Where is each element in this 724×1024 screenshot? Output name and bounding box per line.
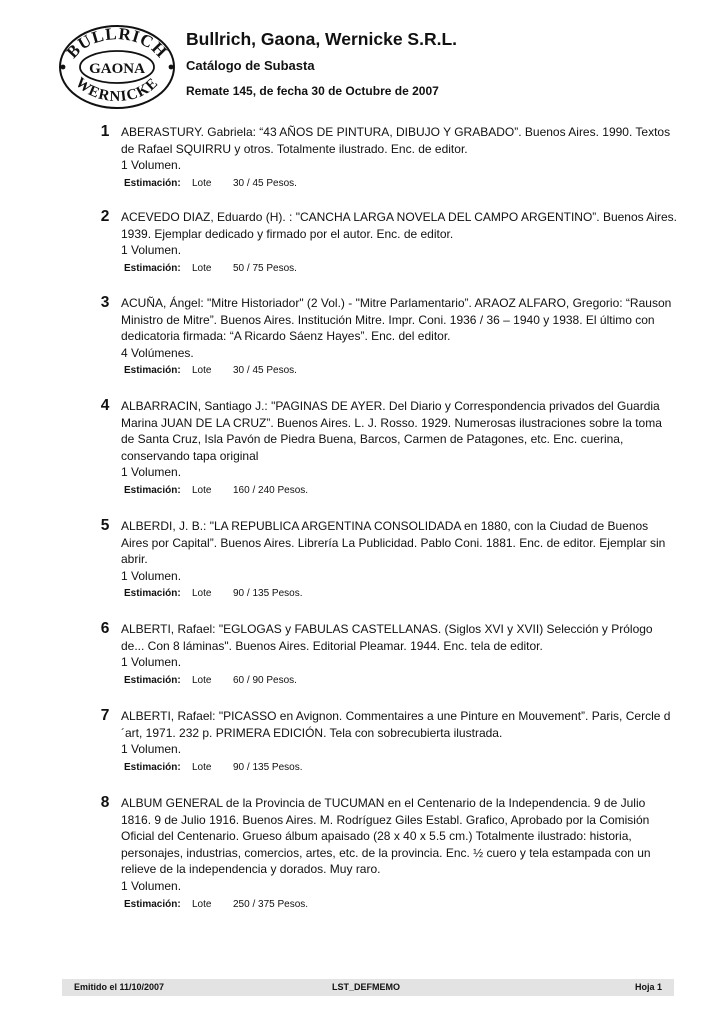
lot-description: ALBERTI, Rafael: "EGLOGAS y FABULAS CASTELLANAS. (Siglos XVI y XVII) Selección y Prólogo de... Con 8 láminas". Buenos Aires. Editorial Pleamar. 1944. Enc. tela de editor. [121,622,653,653]
estimate-label: Estimación: [124,898,181,910]
lot-number: 4 [100,397,110,414]
logo-top-text: BULLRICH [62,24,172,62]
estimate-value: 50 / 75 Pesos. [233,262,297,274]
lot-number: 6 [100,620,110,637]
lot-description: ALBARRACIN, Santiago J.: "PAGINAS DE AYER. Del Diario y Correspondencia privados del Guardia Marina JUAN DE LA CRUZ”. Buenos Aires. L. J. Rosso. 1929. Numerosas ilustraciones sobre la toma de Santa Cruz, Isla Pavón de Piedra Buena, Barcos, Carmen de Patagones, etc. Enc. cuerina, conservando tapa original [121,399,662,463]
lot-description: ACEVEDO DIAZ, Eduardo (H). : "CANCHA LARGA NOVELA DEL CAMPO ARGENTINO”. Buenos Aires. 1939. Ejemplar dedicado y firmado por el autor. Enc. de editor. [121,210,677,241]
lot-number: 1 [100,123,110,140]
lote-label: Lote [192,674,212,686]
logo-middle-text: GAONA [89,61,145,77]
page-footer [62,979,674,996]
estimate-label: Estimación: [124,588,181,600]
lot-estimate [124,261,677,278]
lot-number: 8 [100,794,110,811]
lot-estimate [124,673,677,690]
estimate-label: Estimación: [124,484,181,496]
logo-bottom-text: WERNICKE [72,74,162,106]
lote-label: Lote [192,484,212,496]
lot-number: 7 [100,707,110,724]
lot-number: 2 [100,208,110,225]
lot-volumes: 1 Volumen. [121,243,182,258]
lot-volumes: 1 Volumen. [121,878,182,893]
footer-emitted-date: Emitido el 11/10/2007 [74,982,165,992]
lot-number: 3 [100,294,110,311]
lote-label: Lote [192,588,212,600]
estimate-value: 250 / 375 Pesos. [233,898,309,910]
estimate-value: 30 / 45 Pesos. [233,177,297,189]
estimate-value: 30 / 45 Pesos. [233,365,297,377]
lot-volumes: 1 Volumen. [121,465,182,480]
catalog-title: Catálogo de Subasta [186,58,315,73]
lote-label: Lote [192,898,212,910]
lot-estimate [124,176,677,193]
lote-label: Lote [192,365,212,377]
svg-text:BULLRICH [63,24,172,62]
footer-page-number: Hoja 1 [634,982,662,992]
auction-info: Remate 145, de fecha 30 de Octubre de 2007 [186,84,439,98]
lot-estimate [124,760,677,777]
lot-description: ABERASTURY. Gabriela: “43 AÑOS DE PINTURA, DIBUJO Y GRABADO”. Buenos Aires. 1990. Textos de Rafael SQUIRRU y otros. Totalmente ilustrado. Enc. de editor. [121,125,671,156]
lot-volumes: 1 Volumen. [121,742,182,757]
company-name: Bullrich, Gaona, Wernicke S.R.L. [186,29,457,49]
estimate-label: Estimación: [124,262,181,274]
estimate-value: 90 / 135 Pesos. [233,588,303,600]
lote-label: Lote [192,761,212,773]
lot-description: ALBERTI, Rafael: "PICASSO en Avignon. Commentaires a une Pinture en Mouvement”. Paris, Cercle d´art, 1971. 232 p. PRIMERA EDICIÓN. Tela con sobrecubierta ilustrada. [121,709,671,740]
lot-estimate [124,483,677,500]
lot-number: 5 [100,517,110,534]
estimate-value: 60 / 90 Pesos. [233,674,297,686]
lot-estimate [124,586,677,603]
lot-volumes: 1 Volumen. [121,655,182,670]
lote-label: Lote [192,262,212,274]
estimate-label: Estimación: [124,365,181,377]
lot-estimate [124,897,677,914]
company-logo [58,24,176,110]
lot-description: ALBERDI, J. B.: "LA REPUBLICA ARGENTINA CONSOLIDADA en 1880, con la Ciudad de Buenos Aires por Capital”. Buenos Aires. Librería La Publicidad. Pablo Coni. 1881. Enc. de editor. Ejemplar sin abrir. [121,519,666,567]
estimate-label: Estimación: [124,761,181,773]
estimate-value: 90 / 135 Pesos. [233,761,303,773]
lot-description: ACUÑA, Ángel: "Mitre Historiador" (2 Vol.) - "Mitre Parlamentario”. ARAOZ ALFARO, Gregorio: “Rauson Ministro de Mitre”. Buenos Aires. Institución Mitre. Impr. Coni. 1936 / 36 – 1940 y 1938. El último con dedicatoria firmada: “A Ricardo Sáenz Hayes”. Enc. del editor. [121,296,672,344]
lot-volumes: 1 Volumen. [121,568,182,583]
lote-label: Lote [192,177,212,189]
lot-volumes: 4 Volúmenes. [121,345,194,360]
lot-description: ALBUM GENERAL de la Provincia de TUCUMAN en el Centenario de la Independencia. 9 de Julio 1816. 9 de Julio 1916. Buenos Aires. M. Rodríguez Giles Establ. Grafico, Aprobado por la Comisión Oficial del Centenario. Grueso álbum apaisado (28 x 40 x 5.5 cm.) Totalmente ilustrado: historia, personajes, industrias, comercios, artes, etc. de la provincia. Enc. ½ cuero y tela estampada con un relieve de la independencia y dorados. Muy raro. [121,796,651,877]
lot-estimate [124,363,677,380]
estimate-value: 160 / 240 Pesos. [233,484,309,496]
lot-volumes: 1 Volumen. [121,158,182,173]
estimate-label: Estimación: [124,177,181,189]
estimate-label: Estimación: [124,674,181,686]
footer-report-code: LST_DEFMEMO [332,982,401,992]
